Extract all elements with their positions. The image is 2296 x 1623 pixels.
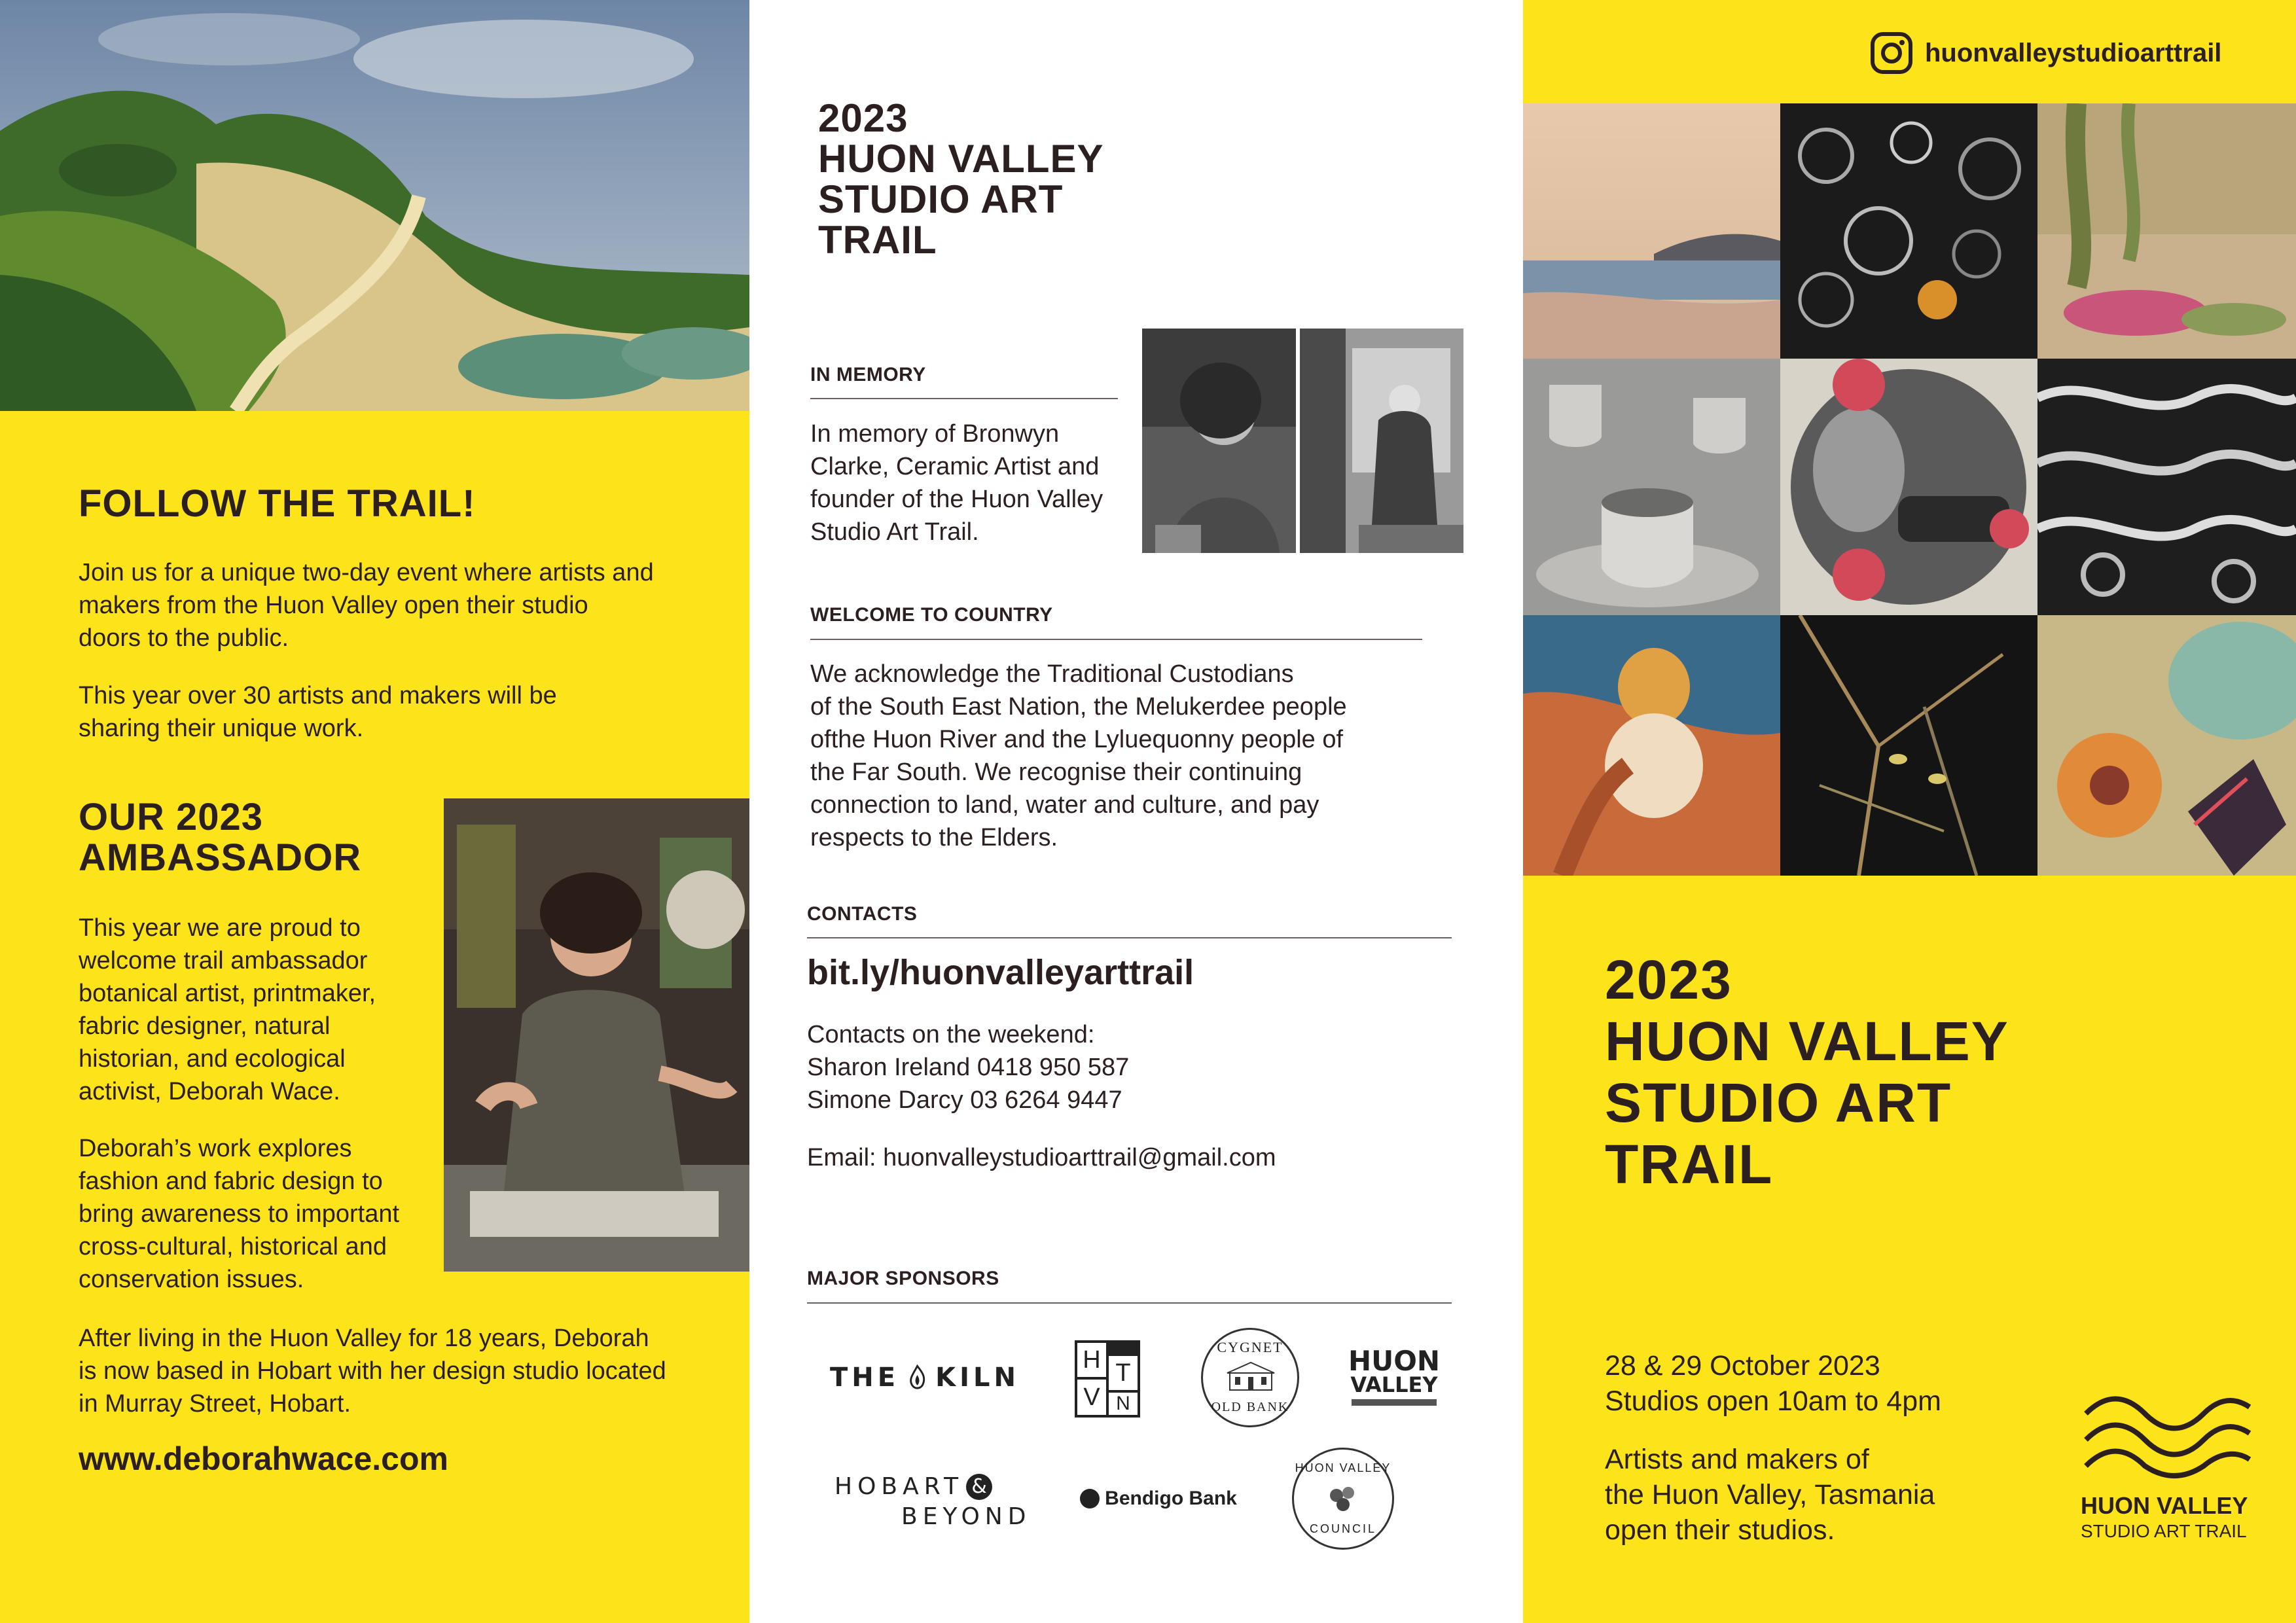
text-line: Clarke, Ceramic Artist and	[810, 453, 1100, 480]
instagram-handle: huonvalleystudioarttrail	[1925, 38, 2222, 67]
text-line: This year we are proud to	[79, 914, 361, 942]
title-line: STUDIO ART	[818, 177, 1064, 221]
art-tile-pattern	[2037, 359, 2296, 615]
text-line: Sharon Ireland 0418 950 587	[807, 1054, 1130, 1081]
divider	[807, 1302, 1452, 1304]
text-line: the Far South. We recognise their continuing	[810, 758, 1302, 786]
logo-text: VALLEY	[1350, 1372, 1438, 1397]
leaf-icon	[1323, 1482, 1363, 1515]
divider	[810, 639, 1422, 640]
ambassador-photo	[444, 798, 749, 1272]
logo-letter: H	[1077, 1343, 1106, 1377]
text-line: ofthe Huon River and the Lyluequonny people of	[810, 726, 1344, 753]
landscape-painting	[0, 0, 749, 411]
text-line: Studio Art Trail.	[810, 518, 979, 546]
logo-subtitle: STUDIO ART TRAIL	[2081, 1521, 2247, 1541]
title-line: TRAIL	[1605, 1133, 1774, 1195]
text-line: historian, and ecological	[79, 1045, 346, 1073]
logo-ampersand: &	[966, 1474, 992, 1500]
dates-text: 28 & 29 October 2023	[1605, 1350, 1880, 1382]
ambassador-intro	[79, 912, 445, 1108]
art-tile-willow	[2037, 103, 2296, 359]
ambassador-heading	[79, 797, 361, 878]
text-line: the Huon Valley, Tasmania	[1605, 1479, 1935, 1510]
sponsors-title: MAJOR SPONSORS	[807, 1268, 999, 1289]
text-line: welcome trail ambassador	[79, 947, 368, 974]
ambassador-location: After living in the Huon Valley for 18 years, Deborah is now based in Hobart with her design studio located in Murray Street, Hobart.	[79, 1325, 666, 1418]
flame-icon	[903, 1363, 931, 1392]
text-line: Artists and makers of	[1605, 1444, 1869, 1475]
text-line: Contacts on the weekend:	[807, 1021, 1095, 1048]
logo-name: HUON VALLEY	[2081, 1492, 2248, 1519]
logo-underline	[1352, 1399, 1437, 1406]
waves-icon	[2079, 1387, 2256, 1479]
welcome-text	[810, 658, 1347, 854]
text-line: of the South East Nation, the Melukerdee people	[810, 693, 1347, 721]
memory-photo-portrait	[1142, 329, 1296, 553]
sponsor-bendigo-bank-logo	[1080, 1482, 1237, 1515]
ambassador-website-link[interactable]: www.deborahwace.com	[79, 1440, 448, 1477]
text-line: Deborah’s work explores	[79, 1135, 352, 1162]
text-line: respects to the Elders.	[810, 824, 1058, 851]
ambassador-heading-line: OUR 2023	[79, 796, 264, 838]
contacts-title: CONTACTS	[807, 903, 918, 925]
art-tile-flowers	[2037, 615, 2296, 876]
art-tile-glass	[1780, 103, 2037, 359]
panel-left	[0, 0, 749, 1623]
email-link[interactable]: Email: huonvalleystudioarttrail@gmail.com	[807, 1144, 1276, 1171]
text-line: founder of the Huon Valley	[810, 486, 1103, 513]
text-line: Simone Darcy 03 6264 9447	[807, 1086, 1122, 1114]
ambassador-heading-line: AMBASSADOR	[79, 836, 362, 879]
title-line: HUON VALLEY	[818, 137, 1104, 181]
trail-logo	[2060, 1387, 2276, 1551]
logo-text: OLD BANK	[1211, 1400, 1289, 1414]
instagram-link[interactable]	[1870, 31, 2221, 75]
text-line: We acknowledge the Traditional Custodians	[810, 660, 1294, 688]
follow-count: This year over 30 artists and makers will be sharing their unique work.	[79, 682, 557, 742]
text-line: botanical artist, printmaker,	[79, 980, 376, 1007]
follow-heading: FOLLOW THE TRAIL!	[79, 482, 476, 525]
panel-right	[1523, 0, 2296, 1623]
sponsor-hvtn-logo	[1075, 1340, 1140, 1418]
art-tile-hand-egg	[1523, 615, 1780, 876]
welcome-title: WELCOME TO COUNTRY	[810, 604, 1053, 626]
logo-text: Bendigo Bank	[1105, 1488, 1237, 1509]
sponsor-the-kiln-logo	[830, 1358, 1020, 1397]
follow-intro: Join us for a unique two-day event where artists and makers from the Huon Valley open their studio doors to the public.	[79, 559, 654, 652]
text-line: fashion and fabric design to	[79, 1168, 383, 1195]
text-line: fabric designer, natural	[79, 1012, 331, 1040]
art-tile-portrait-car	[1780, 359, 2037, 615]
text-line: In memory of Bronwyn	[810, 420, 1060, 448]
event-description	[1605, 1442, 1935, 1548]
text-line: activist, Deborah Wace.	[79, 1078, 340, 1105]
logo-letter: N	[1109, 1393, 1138, 1415]
memory-photo-studio	[1300, 329, 1463, 553]
trail-link[interactable]: bit.ly/huonvalleyarttrail	[807, 953, 1194, 992]
text-line: connection to land, water and culture, and pay	[810, 791, 1319, 819]
logo-text: CYGNET	[1217, 1339, 1283, 1355]
text-line: conservation issues.	[79, 1266, 304, 1293]
memory-text	[810, 418, 1103, 548]
logo-letter: V	[1077, 1380, 1106, 1415]
logo-text: BEYOND	[901, 1503, 1031, 1530]
divider	[807, 937, 1452, 938]
logo-text: HOBART	[834, 1473, 964, 1500]
title-line: TRAIL	[818, 218, 937, 262]
ambassador-work	[79, 1132, 445, 1296]
logo-text: HUON VALLEY	[1295, 1461, 1391, 1474]
hours-text: Studios open 10am to 4pm	[1605, 1385, 1941, 1417]
art-tile-ceramics	[1523, 359, 1780, 615]
title-line: 2023	[818, 96, 908, 140]
logo-letter: T	[1109, 1356, 1138, 1390]
title-line: STUDIO ART	[1605, 1072, 1952, 1133]
event-dates	[1605, 1348, 1941, 1419]
title-line: HUON VALLEY	[1605, 1010, 2009, 1072]
divider	[810, 398, 1118, 399]
panel-middle	[749, 0, 1523, 1623]
sponsor-cygnet-old-bank-logo	[1201, 1329, 1299, 1427]
sponsor-hobart-beyond-logo	[834, 1469, 1031, 1535]
text-line: bring awareness to important	[79, 1200, 400, 1228]
text-line: open their studios.	[1605, 1514, 1835, 1546]
title-line: 2023	[1605, 949, 1732, 1010]
sponsor-huon-valley-logo	[1342, 1345, 1446, 1410]
memory-title: IN MEMORY	[810, 364, 926, 385]
bank-building-icon	[1225, 1361, 1277, 1391]
bendigo-icon	[1080, 1489, 1100, 1508]
art-tile-beach	[1523, 103, 1780, 359]
text-line: cross-cultural, historical and	[79, 1233, 387, 1260]
weekend-contacts	[807, 1018, 1129, 1116]
panel-title	[818, 98, 1104, 260]
logo-text: THE	[830, 1363, 900, 1393]
art-tile-branches	[1780, 615, 2037, 876]
logo-text: HUON	[1348, 1345, 1441, 1377]
panel-title	[1605, 949, 2009, 1195]
sponsor-council-logo	[1291, 1446, 1395, 1551]
logo-text: COUNCIL	[1309, 1522, 1376, 1535]
instagram-icon	[1870, 31, 1913, 75]
logo-text: KILN	[935, 1363, 1020, 1393]
